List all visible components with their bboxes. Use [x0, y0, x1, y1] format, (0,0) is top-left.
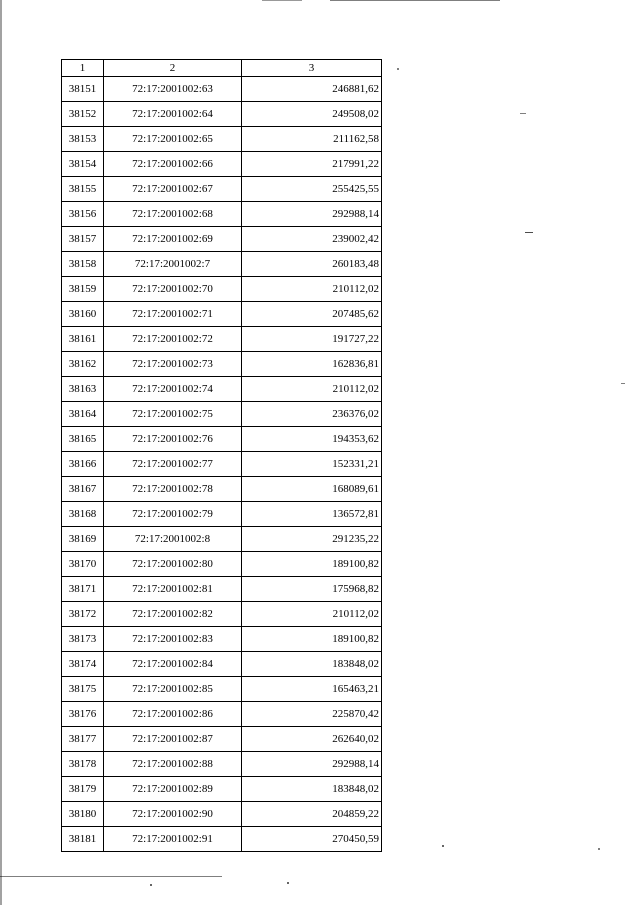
cadastral-value-cell: 211162,58 [242, 127, 382, 152]
table-row [62, 802, 382, 827]
table-row [62, 577, 382, 602]
table-row [62, 702, 382, 727]
cadastral-number-cell: 72:17:2001002:89 [104, 777, 242, 802]
cadastral-value-cell: 191727,22 [242, 327, 382, 352]
cadastral-number-cell: 72:17:2001002:67 [104, 177, 242, 202]
cadastral-number-cell: 72:17:2001002:82 [104, 602, 242, 627]
table-row [62, 302, 382, 327]
cadastral-number-cell: 72:17:2001002:77 [104, 452, 242, 477]
table-row [62, 552, 382, 577]
scan-mark [442, 845, 444, 847]
cadastral-value-cell: 189100,82 [242, 552, 382, 577]
table-row [62, 727, 382, 752]
scan-mark [598, 848, 600, 850]
cadastral-number-cell: 72:17:2001002:78 [104, 477, 242, 502]
cadastral-number-cell: 72:17:2001002:69 [104, 227, 242, 252]
cadastral-value-cell: 152331,21 [242, 452, 382, 477]
cadastral-value-cell: 246881,62 [242, 77, 382, 102]
cadastral-number-cell: 72:17:2001002:86 [104, 702, 242, 727]
table-row [62, 452, 382, 477]
row-number-cell: 38176 [62, 702, 104, 727]
row-number-cell: 38168 [62, 502, 104, 527]
table-row [62, 152, 382, 177]
table-row [62, 677, 382, 702]
row-number-cell: 38180 [62, 802, 104, 827]
row-number-cell: 38159 [62, 277, 104, 302]
row-number-cell: 38179 [62, 777, 104, 802]
cadastral-value-cell: 183848,02 [242, 777, 382, 802]
cadastral-number-cell: 72:17:2001002:65 [104, 127, 242, 152]
cadastral-value-cell: 165463,21 [242, 677, 382, 702]
cadastral-number-cell: 72:17:2001002:85 [104, 677, 242, 702]
table-body [62, 77, 382, 852]
cadastral-value-cell: 189100,82 [242, 627, 382, 652]
cadastral-value-cell: 175968,82 [242, 577, 382, 602]
table-row [62, 427, 382, 452]
row-number-cell: 38177 [62, 727, 104, 752]
row-number-cell: 38171 [62, 577, 104, 602]
table-row [62, 202, 382, 227]
cadastral-value-cell: 136572,81 [242, 502, 382, 527]
table-row [62, 127, 382, 152]
cadastral-number-cell: 72:17:2001002:76 [104, 427, 242, 452]
row-number-cell: 38154 [62, 152, 104, 177]
cadastral-number-cell: 72:17:2001002:75 [104, 402, 242, 427]
table-row [62, 827, 382, 852]
scan-page-edge [0, 0, 2, 905]
table-row [62, 102, 382, 127]
table-row [62, 377, 382, 402]
row-number-cell: 38163 [62, 377, 104, 402]
row-number-cell: 38169 [62, 527, 104, 552]
row-number-cell: 38181 [62, 827, 104, 852]
cadastral-value-cell: 262640,02 [242, 727, 382, 752]
cadastral-number-cell: 72:17:2001002:79 [104, 502, 242, 527]
cadastral-value-cell: 239002,42 [242, 227, 382, 252]
cadastral-value-cell: 204859,22 [242, 802, 382, 827]
cadastral-value-cell: 217991,22 [242, 152, 382, 177]
table-row [62, 327, 382, 352]
cadastral-number-cell: 72:17:2001002:90 [104, 802, 242, 827]
row-number-cell: 38153 [62, 127, 104, 152]
table-row [62, 627, 382, 652]
cadastral-number-cell: 72:17:2001002:66 [104, 152, 242, 177]
cadastral-value-cell: 236376,02 [242, 402, 382, 427]
row-number-cell: 38157 [62, 227, 104, 252]
cadastral-number-cell: 72:17:2001002:71 [104, 302, 242, 327]
row-number-cell: 38173 [62, 627, 104, 652]
table-row [62, 77, 382, 102]
cadastral-number-cell: 72:17:2001002:70 [104, 277, 242, 302]
row-number-cell: 38166 [62, 452, 104, 477]
row-number-cell: 38156 [62, 202, 104, 227]
table-row [62, 252, 382, 277]
row-number-cell: 38178 [62, 752, 104, 777]
cadastral-value-cell: 210112,02 [242, 377, 382, 402]
table-row [62, 477, 382, 502]
cadastral-value-cell: 249508,02 [242, 102, 382, 127]
cadastral-value-cell: 210112,02 [242, 602, 382, 627]
row-number-cell: 38172 [62, 602, 104, 627]
table-row [62, 777, 382, 802]
cadastral-number-cell: 72:17:2001002:87 [104, 727, 242, 752]
cadastral-number-cell: 72:17:2001002:73 [104, 352, 242, 377]
cadastral-number-cell: 72:17:2001002:63 [104, 77, 242, 102]
row-number-cell: 38165 [62, 427, 104, 452]
scan-mark [520, 113, 526, 114]
cadastral-value-cell: 260183,48 [242, 252, 382, 277]
cadastral-value-cell: 183848,02 [242, 652, 382, 677]
cadastral-value-cell: 270450,59 [242, 827, 382, 852]
row-number-cell: 38160 [62, 302, 104, 327]
row-number-cell: 38151 [62, 77, 104, 102]
row-number-cell: 38170 [62, 552, 104, 577]
cadastral-number-cell: 72:17:2001002:91 [104, 827, 242, 852]
table-row [62, 352, 382, 377]
table-header-row [62, 60, 382, 77]
column-header-2: 2 [104, 60, 242, 77]
row-number-cell: 38162 [62, 352, 104, 377]
cadastral-number-cell: 72:17:2001002:88 [104, 752, 242, 777]
scan-mark [525, 232, 533, 233]
row-number-cell: 38174 [62, 652, 104, 677]
table-row [62, 177, 382, 202]
cadastral-number-cell: 72:17:2001002:68 [104, 202, 242, 227]
row-number-cell: 38164 [62, 402, 104, 427]
table-row [62, 277, 382, 302]
cadastral-value-cell: 292988,14 [242, 752, 382, 777]
scan-mark [287, 882, 289, 884]
row-number-cell: 38155 [62, 177, 104, 202]
scan-mark [0, 876, 222, 877]
table-row [62, 652, 382, 677]
cadastral-value-cell: 162836,81 [242, 352, 382, 377]
cadastral-value-cell: 210112,02 [242, 277, 382, 302]
cadastral-value-cell: 255425,55 [242, 177, 382, 202]
cadastral-value-cell: 194353,62 [242, 427, 382, 452]
cadastral-value-cell: 168089,61 [242, 477, 382, 502]
row-number-cell: 38152 [62, 102, 104, 127]
column-header-3: 3 [242, 60, 382, 77]
table-row [62, 227, 382, 252]
table-row [62, 402, 382, 427]
scan-mark [397, 68, 399, 70]
cadastral-value-cell: 292988,14 [242, 202, 382, 227]
cadastral-number-cell: 72:17:2001002:81 [104, 577, 242, 602]
row-number-cell: 38158 [62, 252, 104, 277]
scan-mark [262, 0, 302, 1]
row-number-cell: 38167 [62, 477, 104, 502]
table-row [62, 527, 382, 552]
cadastral-value-table [61, 59, 382, 852]
cadastral-value-cell: 225870,42 [242, 702, 382, 727]
cadastral-number-cell: 72:17:2001002:72 [104, 327, 242, 352]
row-number-cell: 38175 [62, 677, 104, 702]
table-row [62, 752, 382, 777]
table-row [62, 502, 382, 527]
row-number-cell: 38161 [62, 327, 104, 352]
cadastral-number-cell: 72:17:2001002:8 [104, 527, 242, 552]
cadastral-number-cell: 72:17:2001002:7 [104, 252, 242, 277]
cadastral-number-cell: 72:17:2001002:64 [104, 102, 242, 127]
cadastral-value-cell: 291235,22 [242, 527, 382, 552]
cadastral-number-cell: 72:17:2001002:83 [104, 627, 242, 652]
cadastral-number-cell: 72:17:2001002:80 [104, 552, 242, 577]
cadastral-value-cell: 207485,62 [242, 302, 382, 327]
cadastral-number-cell: 72:17:2001002:84 [104, 652, 242, 677]
cadastral-number-cell: 72:17:2001002:74 [104, 377, 242, 402]
scan-mark [330, 0, 500, 1]
column-header-1: 1 [62, 60, 104, 77]
scan-mark [150, 884, 152, 886]
table-row [62, 602, 382, 627]
scan-mark [621, 383, 625, 384]
